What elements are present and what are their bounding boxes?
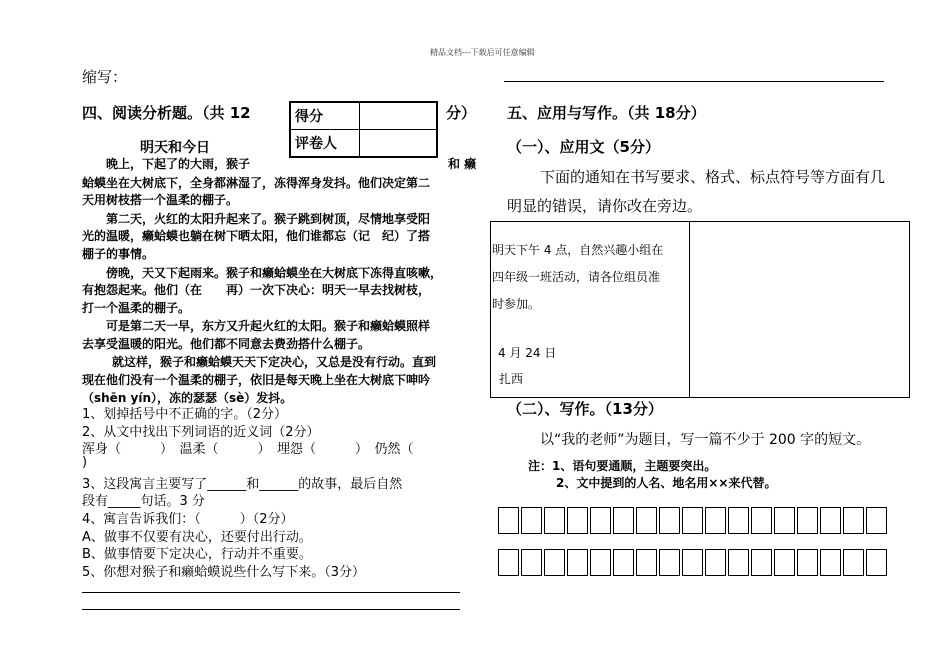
story-line: 天用树枝搭一个温柔的棚子。 (82, 193, 239, 207)
score-table (289, 101, 438, 158)
grid-cell[interactable] (567, 507, 588, 534)
section-4-title: 四、阅读分析题。（共 12 (82, 104, 251, 122)
question-1: 1、划掉括号中不正确的字。（2分） (82, 407, 288, 422)
score-cell[interactable] (360, 102, 438, 130)
question-4-option-a: A、做事不仅要有决心，还要付出行动。 (82, 530, 312, 545)
notice-line: 明天下午 4 点，自然兴趣小组在 (492, 243, 664, 257)
grid-cell[interactable] (728, 507, 749, 534)
question-5: 5、你想对猴子和癞蛤蟆说些什么写下来。（3分） (82, 565, 366, 580)
notice-date: 4 月 24 日 (498, 346, 557, 360)
story-line: 第二天，火红的太阳升起来了。猴子跳到树顶，尽情地享受阳 (106, 212, 431, 226)
writing-grid-row[interactable] (498, 507, 889, 534)
grid-cell[interactable] (636, 549, 657, 576)
note-2: 2、文中提到的人名、地名用××来代替。 (556, 476, 777, 490)
grid-cell[interactable] (498, 549, 519, 576)
grid-cell[interactable] (866, 549, 887, 576)
question-4-option-b: B、做事情要下定决心，行动并不重要。 (82, 547, 312, 562)
grid-cell[interactable] (636, 507, 657, 534)
answer-line[interactable] (82, 609, 460, 610)
grid-cell[interactable] (866, 507, 887, 534)
story-line: 可是第二天一早，东方又升起火红的太阳。猴子和癞蛤蟆照样 (106, 319, 431, 333)
page-header: 精品文档---下载后可任意编辑 (430, 48, 535, 57)
story-title: 明天和今日 (140, 140, 210, 156)
header-rule (504, 81, 884, 82)
question-2: 2、从文中找出下列词语的近义词（2分） (82, 425, 320, 440)
grid-cell[interactable] (613, 507, 634, 534)
story-line: 去享受温暖的阳光。他们都不同意去费劲搭什么棚子。 (82, 337, 371, 351)
grid-cell[interactable] (682, 549, 703, 576)
grid-cell[interactable] (843, 507, 864, 534)
grid-cell[interactable] (820, 549, 841, 576)
grid-cell[interactable] (521, 507, 542, 534)
story-line: 现在他们没有一个温柔的棚子，依旧是每天晚上坐在大树底下呻吟 (82, 373, 431, 387)
story-line: 打一个温柔的棚子。 (82, 301, 191, 315)
grid-cell[interactable] (567, 549, 588, 576)
question-4: 4、寓言告诉我们：（ ）（2分） (82, 512, 294, 527)
grid-cell[interactable] (728, 549, 749, 576)
story-line: 傍晚，天又下起雨来。猴子和癞蛤蟆坐在大树底下冻得直咳嗽， (106, 266, 443, 280)
section-4-points: 分） (446, 104, 477, 122)
notice-line: 时参加。 (492, 297, 541, 311)
writing-grid-row[interactable] (498, 549, 889, 576)
question-2-terms: 浑身（ ） 温柔（ ） 埋怨（ ） 仍然（ (82, 442, 414, 457)
part-1-title: （一）、应用文（5分） (507, 138, 660, 156)
grader-cell[interactable] (360, 130, 438, 158)
grid-cell[interactable] (544, 507, 565, 534)
grid-cell[interactable] (751, 549, 772, 576)
grid-cell[interactable] (590, 507, 611, 534)
grid-cell[interactable] (682, 507, 703, 534)
grid-cell[interactable] (797, 507, 818, 534)
story-line: 晚上，下起了的大雨，猴子 (106, 157, 251, 171)
question-2-close: ) (82, 455, 88, 470)
story-line: 蛤蟆坐在大树底下，全身都淋湿了，冻得浑身发抖。他们决定第二 (82, 176, 431, 190)
notice-box (490, 221, 910, 398)
part-2-desc: 以“我的老师”为题目，写一篇不少于 200 字的短文。 (540, 432, 871, 448)
grid-cell[interactable] (820, 507, 841, 534)
grid-cell[interactable] (521, 549, 542, 576)
grid-cell[interactable] (751, 507, 772, 534)
grid-cell[interactable] (774, 507, 795, 534)
grid-cell[interactable] (544, 549, 565, 576)
grid-cell[interactable] (590, 549, 611, 576)
question-3-cont: 段有_____句话。3 分 (82, 494, 205, 509)
part-1-desc: 明显的错误，请你改在旁边。 (507, 197, 703, 215)
story-line: 有抱怨起来。他们（在 再）一次下决心：明天一早去找树枝， (82, 283, 431, 297)
note-1: 注：1、语句要通顺，主题要突出。 (528, 459, 717, 473)
grid-cell[interactable] (613, 549, 634, 576)
answer-line[interactable] (82, 592, 460, 593)
suoxie-label: 缩写： (82, 68, 128, 86)
grid-cell[interactable] (843, 549, 864, 576)
grid-cell[interactable] (774, 549, 795, 576)
story-line: （shēn yín），冻的瑟瑟（sè）发抖。 (82, 391, 293, 405)
score-label: 得分 (290, 102, 360, 130)
story-line: 光的温暖，癞蛤蟆也躺在树下晒太阳，他们谁都忘（记 纪）了搭 (82, 229, 431, 243)
story-line: 棚子的事情。 (82, 247, 155, 261)
story-line: 和 癞 (448, 157, 477, 171)
grid-cell[interactable] (659, 549, 680, 576)
grid-cell[interactable] (705, 549, 726, 576)
grader-label: 评卷人 (290, 130, 360, 158)
grid-cell[interactable] (498, 507, 519, 534)
notice-signature: 扎西 (499, 372, 524, 386)
part-2-title: （二）、写作。（13分） (507, 400, 663, 418)
grid-cell[interactable] (659, 507, 680, 534)
part-1-desc: 下面的通知在书写要求、格式、标点符号等方面有几 (540, 168, 886, 186)
question-3: 3、这段寓言主要写了______和______的故事，最后自然 (82, 477, 403, 492)
notice-line: 四年级一班活动，请各位组员准 (492, 270, 661, 284)
grid-cell[interactable] (797, 549, 818, 576)
story-line: 就这样，猴子和癞蛤蟆天天下定决心，又总是没有行动。直到 (112, 355, 437, 369)
grid-cell[interactable] (705, 507, 726, 534)
section-5-title: 五、应用与写作。（共 18分） (507, 104, 706, 122)
correction-area[interactable] (690, 222, 908, 397)
